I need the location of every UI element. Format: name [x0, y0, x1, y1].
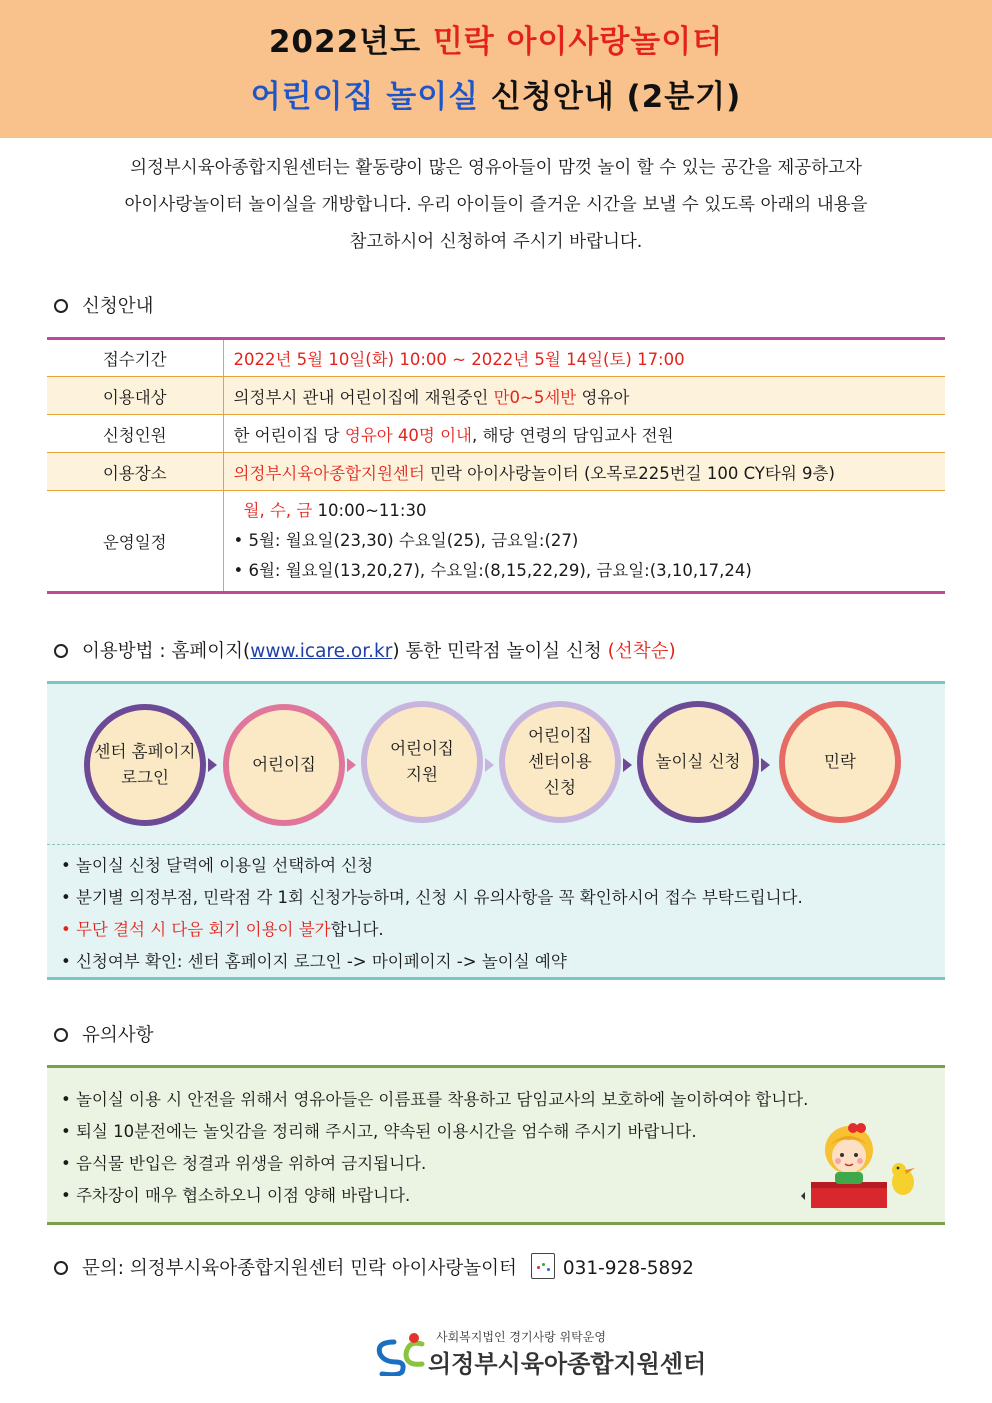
divider: [47, 844, 945, 845]
step-label: 센터 홈페이지: [94, 742, 196, 761]
table-row-people: [47, 415, 945, 453]
arrow-right-icon: [208, 758, 217, 772]
section-heading-apply: [54, 292, 153, 318]
caution-list: [61, 1084, 808, 1212]
step-daycare: [223, 704, 345, 826]
title-banner: [0, 0, 992, 138]
method-heading-note: (선착순): [607, 641, 676, 662]
title-line-1: [0, 24, 992, 60]
section-heading-text: 유의사항: [82, 1025, 154, 1046]
value-highlight: 영유아 40명 이내: [344, 425, 472, 445]
method-heading-text: 이용방법 : 홈페이지(: [82, 641, 251, 662]
row-value: [223, 377, 945, 415]
row-value: [223, 453, 945, 491]
intro-paragraph: [40, 150, 952, 261]
contact-phone: 031-928-5892: [562, 1258, 694, 1279]
value-text: 한 어린이집 당: [233, 425, 345, 445]
phone-memo-icon: [531, 1253, 555, 1279]
list-item: • 퇴실 10분전에는 놀잇감을 정리해 주시고, 약속된 이용시간을 엄수해 주시기 바랍니다.: [61, 1122, 697, 1141]
step-center-apply: [499, 701, 621, 823]
row-label: 접수기간: [47, 339, 223, 377]
row-value: [223, 491, 945, 593]
step-label: 놀이실 신청: [655, 752, 741, 771]
intro-line: 아이사랑놀이터 놀이실을 개방합니다. 우리 아이들이 즐거운 시간을 보낼 수 있도록 아래의 내용을: [124, 195, 868, 215]
title-place: 민락 아이사랑놀이터: [432, 24, 724, 60]
list-item: • 놀이실 이용 시 안전을 위해서 영유아들은 이름표를 착용하고 담임교사의 보호하에 놀이하여야 합니다.: [61, 1090, 809, 1109]
circle-bullet-icon: [54, 1028, 68, 1042]
schedule-days: [234, 496, 936, 526]
step-label: 어린이집: [528, 726, 592, 745]
note-warning: • 무단 결석 시 다음 회기 이용이 불가: [61, 920, 331, 939]
arrow-right-icon: [761, 758, 770, 772]
contact-label: 문의: 의정부시육아종합지원센터 민락 아이사랑놀이터: [82, 1258, 517, 1279]
row-value: [223, 415, 945, 453]
step-daycare-support: [361, 701, 483, 823]
value-highlight: 만0~5세반: [493, 387, 577, 407]
list-item: • 신청여부 확인: 센터 홈페이지 로그인 -> 마이페이지 -> 놀이실 예약: [61, 952, 567, 971]
table-row-period: [47, 339, 945, 377]
method-notes: [61, 850, 803, 978]
arrow-right-icon: [623, 758, 632, 772]
section-heading-text: 신청안내: [82, 296, 154, 317]
row-label: 운영일정: [47, 491, 223, 593]
table-row-target: [47, 377, 945, 415]
step-minrak: [779, 701, 901, 823]
circle-bullet-icon: [54, 644, 68, 658]
caution-box: [47, 1065, 945, 1225]
arrow-right-icon: [485, 758, 494, 772]
value-highlight: 의정부시육아종합지원센터: [233, 463, 425, 483]
value-text: , 해당 연령의 담임교사 전원: [472, 425, 674, 445]
table-row-venue: [47, 453, 945, 491]
arrow-right-icon: [347, 758, 356, 772]
row-label: 이용장소: [47, 453, 223, 491]
table-row-schedule: [47, 491, 945, 593]
value-text: 의정부시 관내 어린이집에 재원중인: [233, 387, 494, 407]
circle-bullet-icon: [54, 299, 68, 313]
title-target: 어린이집 놀이실: [250, 79, 480, 115]
schedule-june: • 6월: 월요일(13,20,27), 수요일:(8,15,22,29), 금요일:(3,10,17,24): [233, 561, 752, 580]
schedule-may: • 5월: 월요일(23,30) 수요일(25), 금요일:(27): [233, 531, 579, 550]
step-login: [84, 704, 206, 826]
method-box: [47, 681, 945, 980]
step-label: 어린이집: [252, 755, 316, 774]
value-text: 영유아: [576, 387, 630, 407]
value-text: 민락 아이사랑놀이터 (오목로225번길 100 CY타워 9층): [424, 463, 835, 483]
step-label: 신청: [544, 778, 576, 797]
list-item: • 주차장이 매우 협소하오니 이점 양해 바랍니다.: [61, 1186, 411, 1205]
title-line-2: [0, 79, 992, 115]
method-heading-text: ) 통한 민락점 놀이실 신청: [392, 641, 608, 662]
list-item: • 음식물 반입은 청결과 위생을 위하여 금지됩니다.: [61, 1154, 427, 1173]
row-label: 이용대상: [47, 377, 223, 415]
apply-info-table: [47, 337, 945, 594]
org-logo-icon: [372, 1332, 432, 1376]
step-label: 지원: [406, 765, 438, 784]
time-text: 10:00~11:30: [312, 501, 427, 520]
child-illustration-icon: [795, 1120, 925, 1216]
note-text: 합니다.: [330, 920, 384, 939]
row-value: 2022년 5월 10일(화) 10:00 ~ 2022년 5월 14일(토) 17:00: [223, 339, 945, 377]
org-subtitle: 사회복지법인 경기사랑 위탁운영: [436, 1330, 606, 1344]
step-label: 민락: [824, 752, 856, 771]
circle-bullet-icon: [54, 1261, 68, 1275]
step-label: 센터이용: [528, 752, 592, 771]
list-item: • 분기별 의정부점, 민락점 각 1회 신청가능하며, 신청 시 유의사항을 꼭 확인하시어 접수 부탁드립니다.: [61, 888, 803, 907]
title-year: 2022년도: [268, 24, 422, 60]
step-playroom-apply: [637, 701, 759, 823]
intro-line: 참고하시어 신청하여 주시기 바랍니다.: [349, 232, 643, 252]
intro-line: 의정부시육아종합지원센터는 활동량이 많은 영유아들이 맘껏 놀이 할 수 있는 공간을 제공하고자: [130, 158, 862, 178]
org-name: 의정부시육아종합지원센터: [428, 1350, 707, 1378]
section-heading-caution: [54, 1021, 153, 1047]
homepage-link[interactable]: www.icare.or.kr: [250, 641, 393, 662]
title-suffix: 신청안내 (2분기): [490, 79, 742, 115]
step-label: 어린이집: [390, 739, 454, 758]
row-label: 신청인원: [47, 415, 223, 453]
contact-line: [54, 1253, 694, 1280]
list-item: [61, 914, 803, 946]
days-text: 월, 수, 금: [243, 501, 313, 520]
step-label: 로그인: [121, 768, 169, 787]
list-item: • 놀이실 신청 달력에 이용일 선택하여 신청: [61, 856, 374, 875]
section-heading-method: [54, 637, 676, 663]
